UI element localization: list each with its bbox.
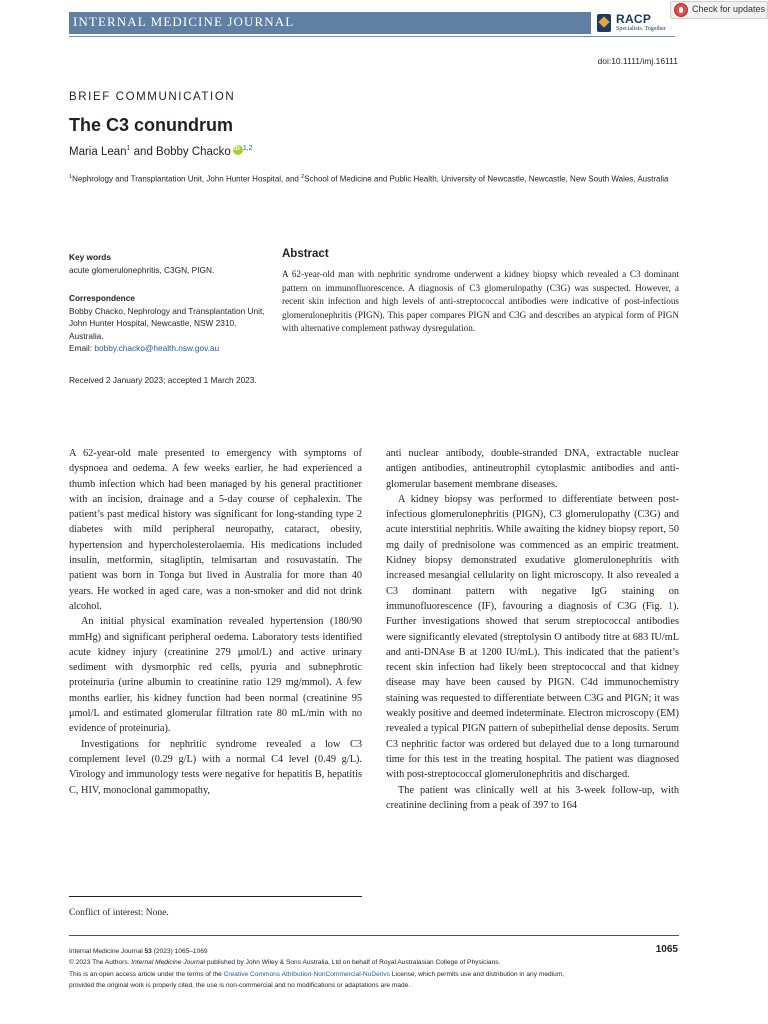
affiliation-text: School of Medicine and Public Health, University of Newcastle, Newcastle, New South Wales, Australia (304, 174, 669, 184)
author-list (69, 145, 253, 158)
footer-divider (69, 935, 679, 936)
correspondence-section (69, 292, 269, 355)
correspondence-email-line (69, 342, 269, 355)
license-line (69, 969, 681, 981)
copyright-text: © 2023 The Authors. (69, 959, 132, 966)
copyright-journal: Internal Medicine Journal (131, 959, 205, 966)
figure-1-link[interactable]: 1 (667, 600, 673, 612)
creative-commons-link[interactable]: Creative Commons Attribution-NonCommercial-NoDerivs (223, 970, 391, 978)
license-text: License, which permits use and distribution in any medium, (390, 970, 565, 978)
abstract-heading: Abstract (282, 248, 329, 260)
copyright-text: published by John Wiley & Sons Australia, Ltd on behalf of Royal Australasian College of Physicians. (204, 959, 501, 966)
body-paragraph: Investigations for nephritic syndrome revealed a low C3 complement level (0.29 g/L) with a normal C4 level (0.49 g/L). Virology and immunology tests were negative for hepatitis B, hepatitis C, HIV, monoclonal gammopathy, (69, 738, 362, 796)
body-paragraph: The patient was clinically well at his 3-week follow-up, with creatinine declining from a peak of 397 to 164 (386, 784, 679, 811)
email-label: Email: (69, 343, 95, 353)
keywords-section (69, 251, 269, 276)
citation-volume: 53 (144, 948, 152, 955)
racp-logo-text: RACP (616, 12, 652, 26)
affiliation-marker: 1 (69, 174, 73, 180)
citation-pages: (2023) 1065–1069 (151, 948, 208, 955)
journal-banner (69, 10, 675, 37)
body-column-left (69, 446, 362, 798)
body-text: A kidney biopsy was performed to differentiate between post-infectious glomerulonephritis (PIGN), C3 glomerulopathy (C3G) and acute interstitial nephritis. While awaiting the kidney biopsy report, 50 mg daily of prednisolone was commenced as an empiric treatment. Kidney biopsy demonstrated exudative glomerulonephritis with increased mesangial cellularity on light microscopy. It also revealed a C3 dominant pattern with negative IgG staining on immunofluorescence (IF), favouring a diagnosis of C3G (Fig. (386, 493, 679, 612)
affiliation-marker: 1,2 (242, 145, 253, 153)
footer-license (69, 957, 681, 992)
citation-journal: Internal Medicine Journal (69, 948, 145, 955)
author-name: Bobby Chacko (156, 146, 231, 158)
racp-logo-subtext: Specialists. Together (616, 26, 666, 32)
body-paragraph (386, 492, 679, 783)
affiliations (69, 171, 669, 186)
racp-emblem-icon (597, 14, 611, 32)
license-line: provided the original work is properly cited, the use is non-commercial and no modifications or adaptations are made. (69, 982, 411, 989)
received-dates: Received 2 January 2023; accepted 1 March 2023. (69, 375, 257, 385)
article-type: BRIEF COMMUNICATION (69, 91, 236, 103)
footer-citation (69, 946, 629, 958)
email-link[interactable]: bobby.chacko@health.nsw.gov.au (94, 343, 220, 353)
conflict-of-interest: Conflict of interest: None. (69, 908, 169, 918)
orcid-icon[interactable] (233, 145, 243, 155)
affiliation-marker: 2 (301, 174, 305, 180)
author-name: Maria Lean (69, 146, 127, 158)
doi[interactable]: doi:10.1111/imj.16111 (597, 56, 678, 66)
page-number: 1065 (655, 944, 678, 955)
affiliation-marker: 1 (126, 145, 131, 153)
correspondence-address: Bobby Chacko, Nephrology and Transplantation Unit, John Hunter Hospital, Newcastle, NSW 2310, Australia. (69, 305, 265, 341)
abstract-text: A 62-year-old man with nephritic syndrome underwent a kidney biopsy which revealed a C3 dominant pattern on immunofluorescence. A diagnosis of C3 glomerulopathy (C3G) was suspected. However, a recent skin infection and high levels of anti-streptococcal antibodies were indicative of post-infectious glomerulonephritis (PIGN). This paper compares PIGN and C3G and describes an atypical form of PIGN with alternative complement pathway dysregulation. (282, 269, 679, 333)
body-paragraph: anti nuclear antibody, double-stranded DNA, extractable nuclear antigen antibodies, antineutrophil cytoplasmic antibodies and anti-glomerular basement membrane diseases. (386, 448, 679, 490)
check-for-updates-label: Check for updates (692, 4, 766, 14)
article-title: The C3 conundrum (69, 115, 234, 135)
keywords-text: acute glomerulonephritis, C3GN, PIGN. (69, 264, 215, 275)
body-paragraph: A 62-year-old male presented to emergency with symptoms of dyspnoea and oedema. A few weeks earlier, he had experienced a thumb infection which had been managed by his general practitioner with an incision, drainage and a 5-day course of cephalexin. The patient’s past medical history was significant for long-standing type 2 diabetes with mild peripheral neuropathy, cataract, obesity, hypertension and hypercholesterolaemia. His medications included insulin, metformin, sitagliptin, telmisartan and rosuvastatin. The patient was born in Tonga but lived in Australia for more than 40 years. He worked in aged care, was a non-smoker and did not drink alcohol. (69, 448, 362, 612)
body-text: ). Further investigations showed that serum streptococcal antibodies were significantly elevated (streptolysin O antibody titre at 683 IU/mL and anti-DNAse B at 1200 IU/mL). This indicated that the patient’s recent skin infection had likely been streptococcal and that kidney disease may have been caused by PIGN. C4d immunochemistry staining was requested to differentiate between C3G and PIGN; it was weakly positive and deemed indeterminate. Electron microscopy (EM) revealed a typical PIGN pattern of subepithelial dense deposits. Serum C3 nephritic factor was ordered but delayed due to a long turnaround time for this test in the treating hospital. The patient was diagnosed with post-streptococcal glomerulonephritis and discharged. (386, 600, 679, 781)
author-connector: and (130, 146, 157, 158)
correspondence-heading: Correspondence (69, 293, 135, 303)
footnote-divider (69, 896, 362, 897)
racp-logo (597, 12, 677, 36)
keywords-heading: Key words (69, 252, 111, 262)
affiliation-text: Nephrology and Transplantation Unit, John Hunter Hospital, and (72, 174, 302, 184)
journal-name: INTERNAL MEDICINE JOURNAL (73, 14, 295, 29)
body-column-right (386, 446, 679, 813)
crossmark-icon (674, 3, 688, 17)
license-text: This is an open access article under the terms of the (69, 970, 224, 978)
copyright-line (69, 957, 681, 969)
check-for-updates-button[interactable] (670, 1, 768, 19)
body-paragraph: An initial physical examination revealed hypertension (180/90 mmHg) and significant peripheral oedema. Laboratory tests identified acute kidney injury (creatinine 279 μmol/L) and active urinary sediment with dysmorphic red cells, pyuria and subnephrotic proteinuria (urine albumin to creatinine ratio 129 mg/mmol). A few months earlier, his kidney function had been normal (creatinine 95 μmol/L and estimated glomerular filtration rate 80 mL/min with no evidence of proteinuria). (69, 616, 362, 735)
